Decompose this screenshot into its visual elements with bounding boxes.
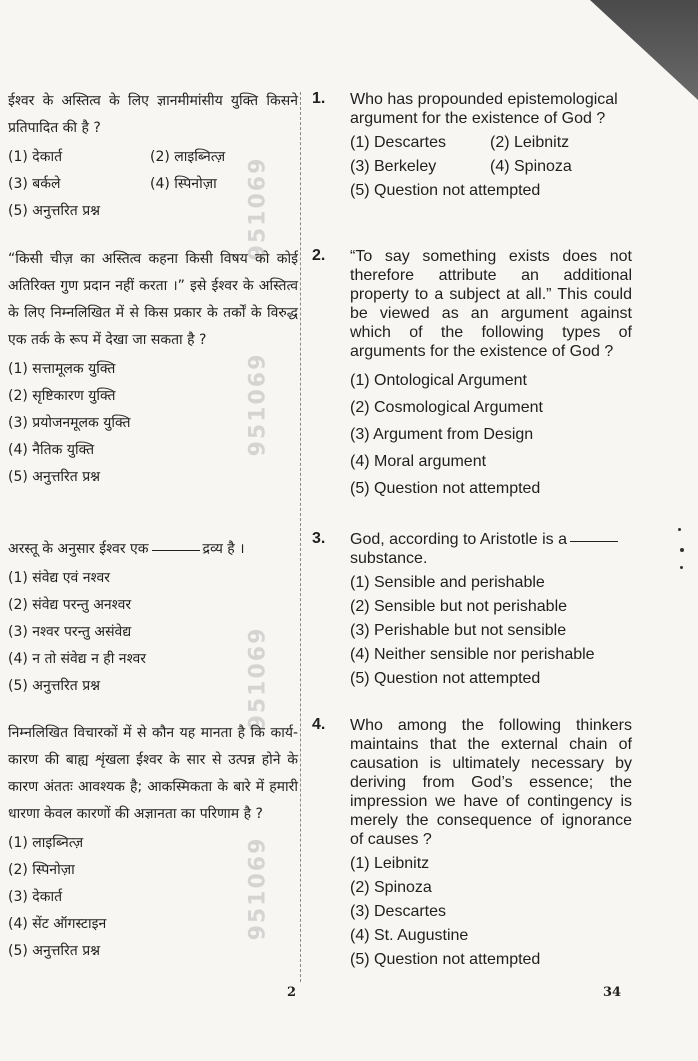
question-1-hindi: [8, 88, 298, 225]
question-3-english: [312, 530, 632, 691]
option-3: (3) बर्कले: [8, 176, 61, 192]
question-text: निम्नलिखित विचारकों में से कौन यह मानता है कि कार्य-कारण की बाह्य शृंखला ईश्वर के सार से उत्पन्न होने के कारण अंततः आवश्यक है; आकस्मिकता के बारे में हमारी धारणा केवल कारणों की अज्ञानता का परिणाम है ?: [8, 725, 298, 822]
option-1: (1) सत्तामूलक युक्ति: [8, 361, 116, 377]
option-4: (4) St. Augustine: [350, 927, 469, 944]
watermark-text: 951069: [245, 352, 271, 456]
question-text: “To say something exists does not therefore attribute an additional property to a subject at all.” This could be viewed as an argument against which of the following types of arguments for the existence of God ?: [350, 248, 632, 360]
question-number: 1.: [312, 90, 326, 107]
option-2: (2) सृष्टिकारण युक्ति: [8, 388, 116, 404]
option-1: (1) Ontological Argument: [350, 372, 527, 389]
option-3: (3) देकार्त: [8, 889, 63, 905]
page-number-right: 34: [603, 985, 622, 1000]
question-text-start: अरस्तू के अनुसार ईश्वर एक: [8, 541, 149, 557]
question-3-hindi: [8, 536, 298, 700]
question-number: 3.: [312, 530, 326, 547]
option-1: (1) लाइब्नित्ज़: [8, 835, 84, 851]
option-1: (1) संवेद्य एवं नश्वर: [8, 570, 111, 586]
option-2: (2) Spinoza: [350, 879, 432, 896]
scan-dot: [678, 528, 681, 531]
option-4: (4) Moral argument: [350, 453, 487, 470]
option-5: (5) अनुत्तरित प्रश्न: [8, 678, 101, 694]
option-5: (5) Question not attempted: [350, 951, 541, 968]
option-1: (1) देकार्त: [8, 149, 63, 165]
question-text: Who among the following thinkers maintains that the external chain of causation is ultimately necessary by deriving from God’s essence; the impression we have of contingency is merely the consequence of ignorance of causes ?: [350, 717, 632, 848]
option-3: (3) नश्वर परन्तु असंवेद्य: [8, 624, 132, 640]
question-text-end: द्रव्य है ।: [202, 541, 245, 557]
option-5: (5) अनुत्तरित प्रश्न: [8, 203, 101, 219]
fill-in-blank: [570, 541, 618, 542]
page-corner-fold: [548, 0, 698, 100]
option-5: (5) Question not attempted: [350, 670, 541, 687]
question-1-english: [312, 90, 632, 203]
option-3: (3) Argument from Design: [350, 426, 534, 443]
option-2: (2) Leibnitz: [490, 134, 570, 151]
option-2: (2) Sensible but not perishable: [350, 598, 568, 615]
question-number: 2.: [312, 247, 326, 264]
fill-in-blank: [152, 550, 200, 551]
option-5: (5) Question not attempted: [350, 182, 541, 199]
option-3: (3) Berkeley: [350, 158, 437, 175]
option-4: (4) स्पिनोज़ा: [150, 176, 217, 192]
question-2-english: [312, 247, 632, 502]
option-3: (3) Perishable but not sensible: [350, 622, 567, 639]
watermark-text: 951069: [245, 156, 271, 260]
column-divider: [300, 92, 301, 982]
option-4: (4) नैतिक युक्ति: [8, 442, 95, 458]
question-text: [350, 530, 632, 568]
option-1: (1) Descartes: [350, 134, 447, 151]
option-1: (1) Leibnitz: [350, 855, 430, 872]
option-5: (5) अनुत्तरित प्रश्न: [8, 943, 101, 959]
question-4-english: [312, 716, 632, 972]
question-text: “किसी चीज़ का अस्तित्व कहना किसी विषय को कोई अतिरिक्त गुण प्रदान नहीं करता ।” इसे ईश्वर के अस्तित्व के लिए निम्नलिखित में से किस प्रकार के तर्कों के विरुद्ध एक तर्क के रूप में देखा जा सकता है ?: [8, 251, 298, 348]
scan-dot: [680, 566, 683, 569]
question-text-end: substance.: [350, 550, 428, 567]
question-2-hindi: [8, 246, 298, 491]
watermark-text: 951069: [245, 836, 271, 940]
option-2: (2) Cosmological Argument: [350, 399, 543, 416]
question-text: ईश्वर के अस्तित्व के लिए ज्ञानमीमांसीय युक्ति किसने प्रतिपादित की है ?: [8, 93, 298, 136]
scan-dot: [680, 548, 684, 552]
option-4: (4) Neither sensible nor perishable: [350, 646, 595, 663]
option-4: (4) सेंट ऑगस्टाइन: [8, 916, 107, 932]
option-4: (4) न तो संवेद्य न ही नश्वर: [8, 651, 147, 667]
option-5: (5) अनुत्तरित प्रश्न: [8, 469, 101, 485]
question-text: Who has propounded epistemological argument for the existence of God ?: [350, 91, 618, 127]
option-2: (2) लाइब्नित्ज़: [150, 149, 226, 165]
option-4: (4) Spinoza: [490, 158, 572, 175]
question-number: 4.: [312, 716, 326, 733]
option-3: (3) प्रयोजनमूलक युक्ति: [8, 415, 131, 431]
option-5: (5) Question not attempted: [350, 480, 541, 497]
question-text: [8, 536, 298, 563]
question-text-start: God, according to Aristotle is a: [350, 531, 567, 548]
watermark-text: 951069: [245, 626, 271, 730]
option-3: (3) Descartes: [350, 903, 447, 920]
page-number-left: 2: [287, 985, 297, 1000]
question-4-hindi: [8, 720, 298, 965]
option-2: (2) संवेद्य परन्तु अनश्वर: [8, 597, 132, 613]
option-2: (2) स्पिनोज़ा: [8, 862, 75, 878]
option-1: (1) Sensible and perishable: [350, 574, 545, 591]
